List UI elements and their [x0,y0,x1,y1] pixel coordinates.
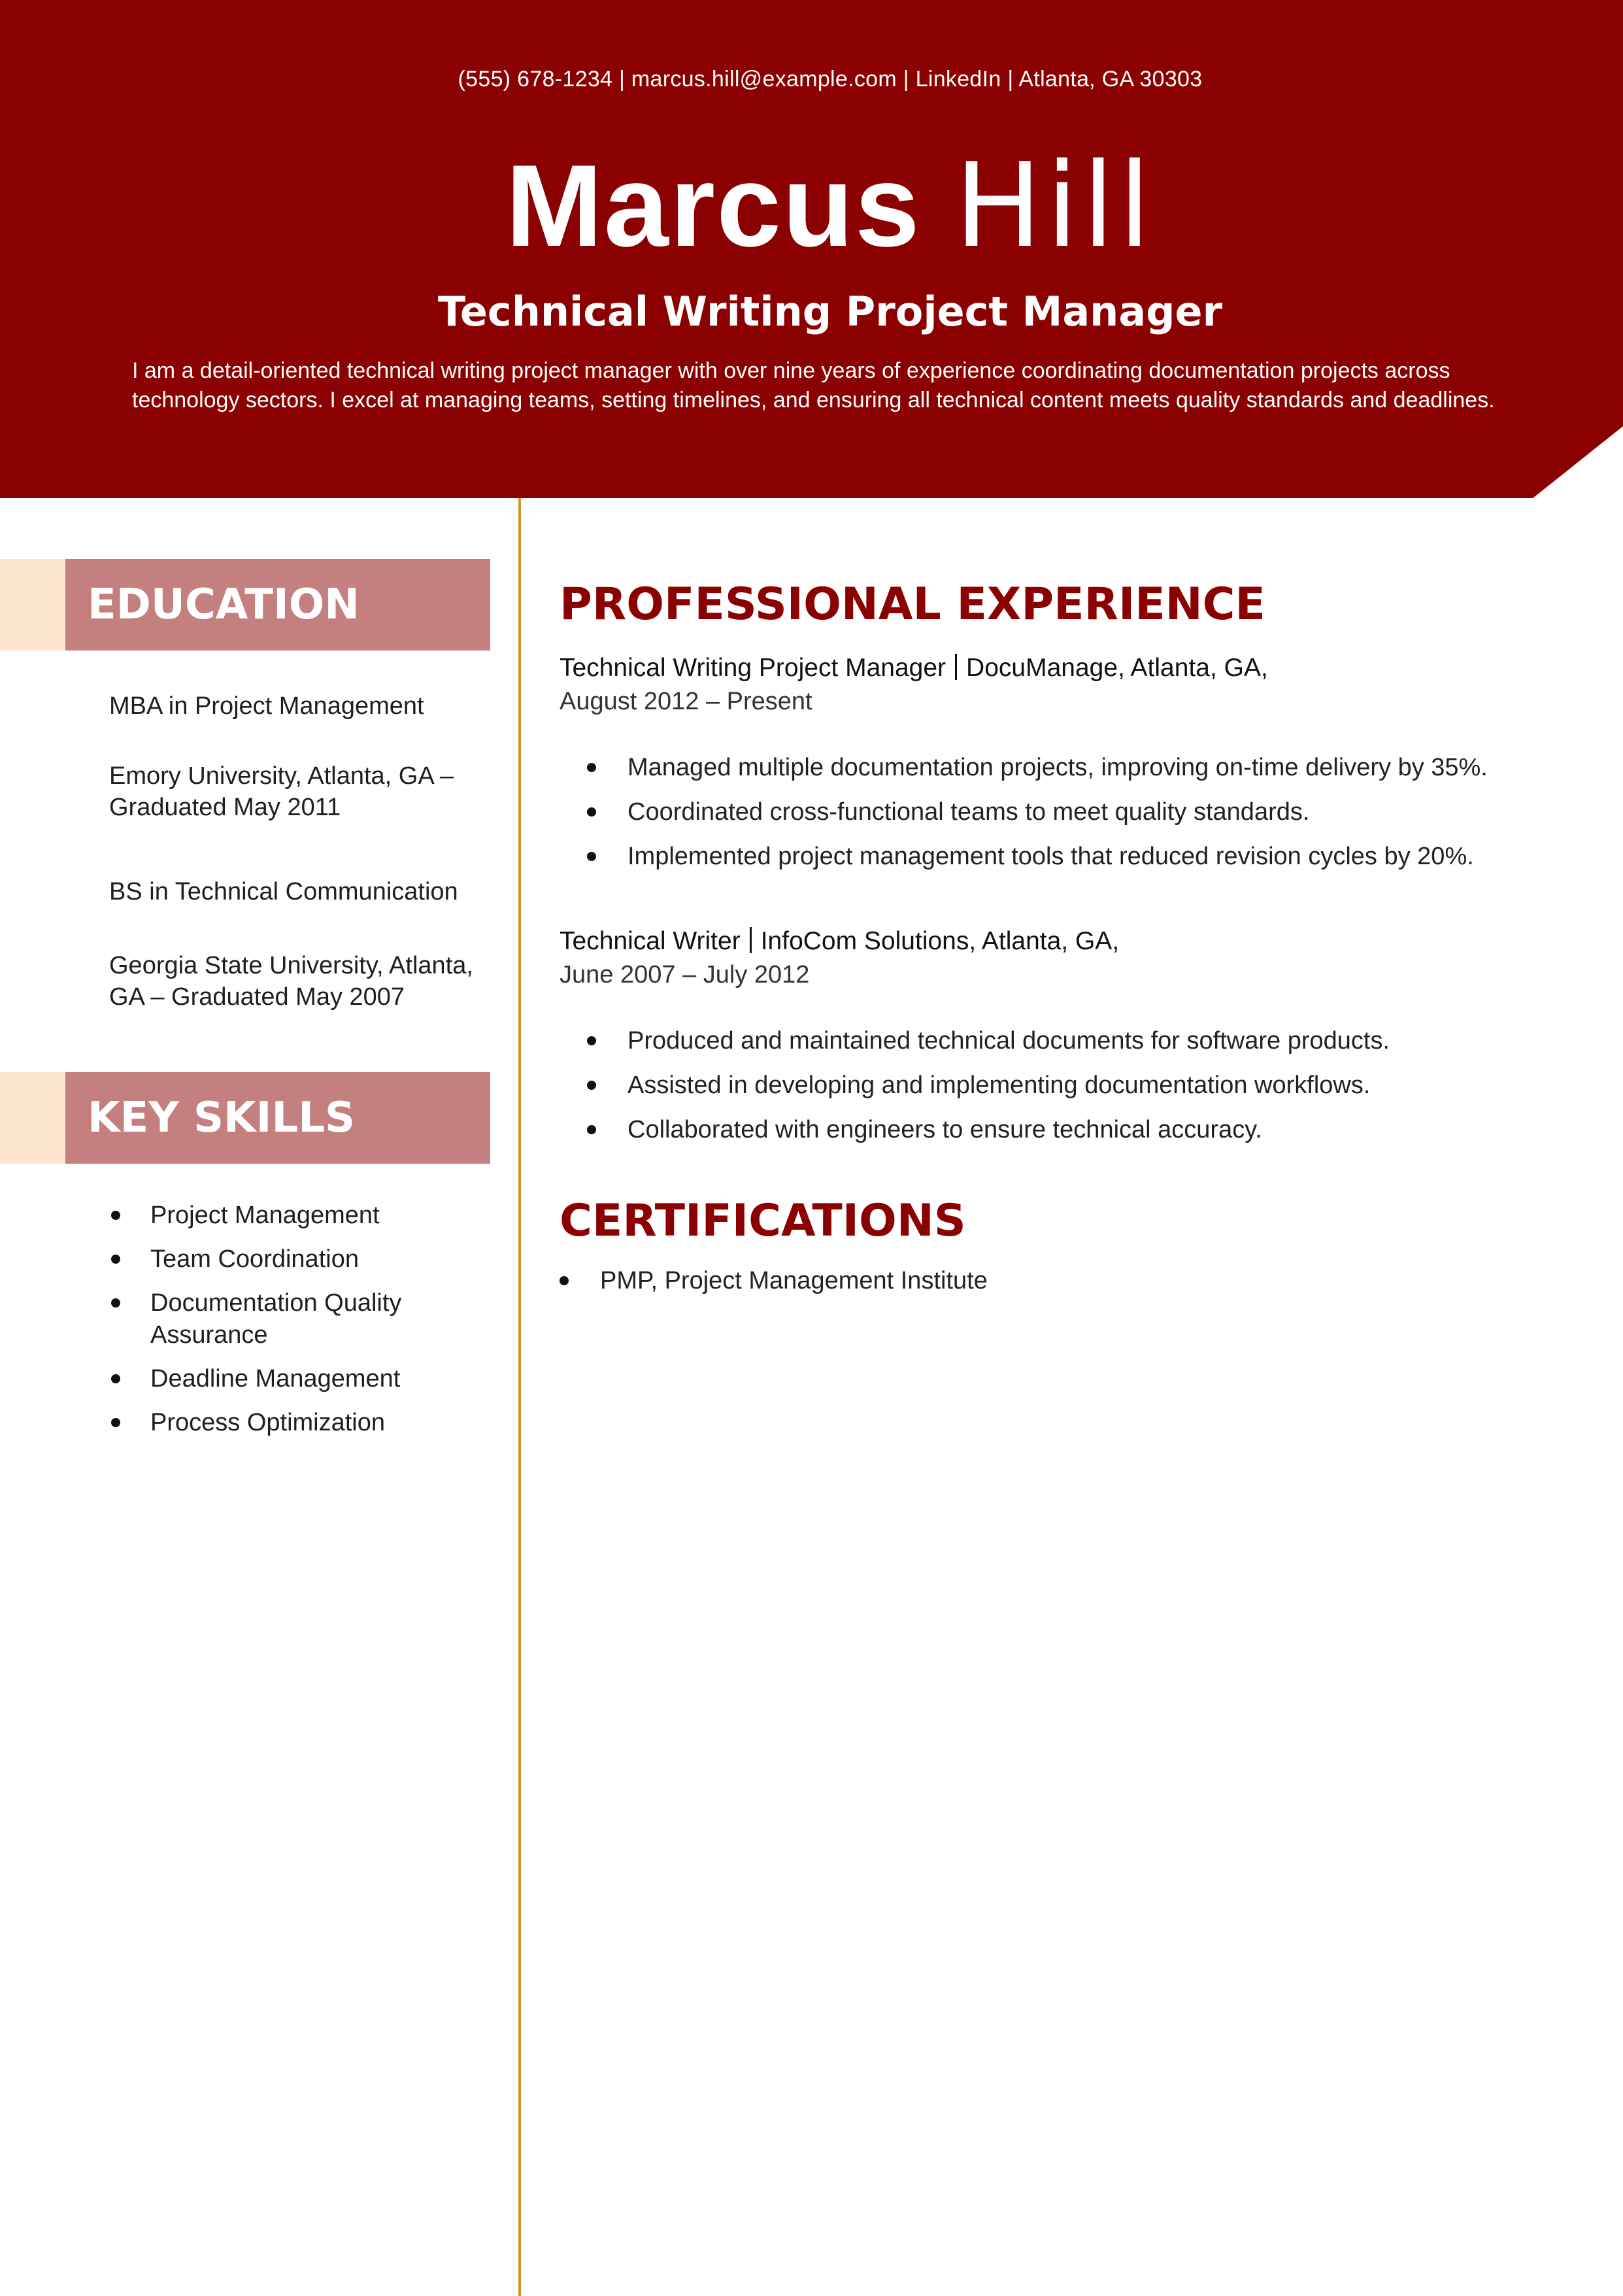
job-role: Technical Writer [560,927,741,955]
skill-item: Team Coordination [111,1243,503,1275]
phone: (555) 678-1234 [458,67,613,92]
candidate-name [0,134,1623,278]
job-dates: August 2012 – Present [560,688,812,715]
last-name: Hill [954,138,1155,273]
job-title: Technical Writing Project Manager [437,288,1223,335]
education-heading: EDUCATION [65,559,490,650]
skills-heading: KEY SKILLS [65,1072,490,1164]
job-bullet: Assisted in developing and implementing documentation workflows. [587,1070,1607,1101]
job-header [560,654,1268,683]
job-bullet: Implemented project management tools that reduced revision cycles by 20%. [587,841,1607,872]
job-role: Technical Writing Project Manager [560,654,946,682]
certifications-heading: CERTIFICATIONS [560,1195,966,1247]
skill-item: Documentation Quality Assurance [111,1287,503,1351]
education-school: Emory University, Atlanta, GA – Graduated May 2011 [109,762,454,821]
location: Atlanta, GA 30303 [1018,67,1203,92]
email-link[interactable]: marcus.hill@example.com [631,67,897,92]
skill-item: Deadline Management [111,1363,503,1395]
education-heading-block [0,559,490,650]
experience-heading: PROFESSIONAL EXPERIENCE [560,579,1265,630]
certifications-list [560,1265,1579,1296]
separator: | [1007,67,1014,92]
education-degree: MBA in Project Management [109,692,424,720]
job-bullet: Managed multiple documentation projects, improving on-time delivery by 35%. [587,752,1607,783]
skills-heading-block [0,1072,490,1164]
education-school: Georgia State University, Atlanta, GA – Graduated May 2007 [109,952,473,1011]
first-name: Marcus [505,141,921,271]
job-header [560,927,1119,956]
linkedin-link[interactable]: LinkedIn [915,67,1001,92]
education-degree: BS in Technical Communication [109,878,458,905]
column-divider [518,498,521,2296]
separator: | [903,67,909,92]
certification-item: PMP, Project Management Institute [560,1265,1579,1296]
skills-list [111,1200,503,1451]
job-bullet: Produced and maintained technical documents for software products. [587,1025,1607,1056]
skill-item: Project Management [111,1200,503,1232]
job-bullet: Collaborated with engineers to ensure technical accuracy. [587,1114,1607,1145]
heading-tab [0,559,65,650]
contact-line [0,67,1623,92]
heading-tab [0,1072,65,1164]
separator-bar [955,654,957,680]
separator: | [619,67,626,92]
job-company: DocuManage, Atlanta, GA, [966,654,1268,682]
job-bullets [587,752,1607,885]
summary: I am a detail-oriented technical writing project manager with over nine years of experience coordinating documentation projects across technology sectors. I excel at managing teams, setting timelines, and ensuring all technical content meets quality standards and deadlines. [132,358,1495,413]
skill-item: Process Optimization [111,1407,503,1439]
job-bullet: Coordinated cross-functional teams to meet quality standards. [587,796,1607,828]
separator-bar [750,927,752,953]
job-dates: June 2007 – July 2012 [560,961,810,988]
job-company: InfoCom Solutions, Atlanta, GA, [760,927,1120,955]
job-bullets [587,1025,1607,1158]
